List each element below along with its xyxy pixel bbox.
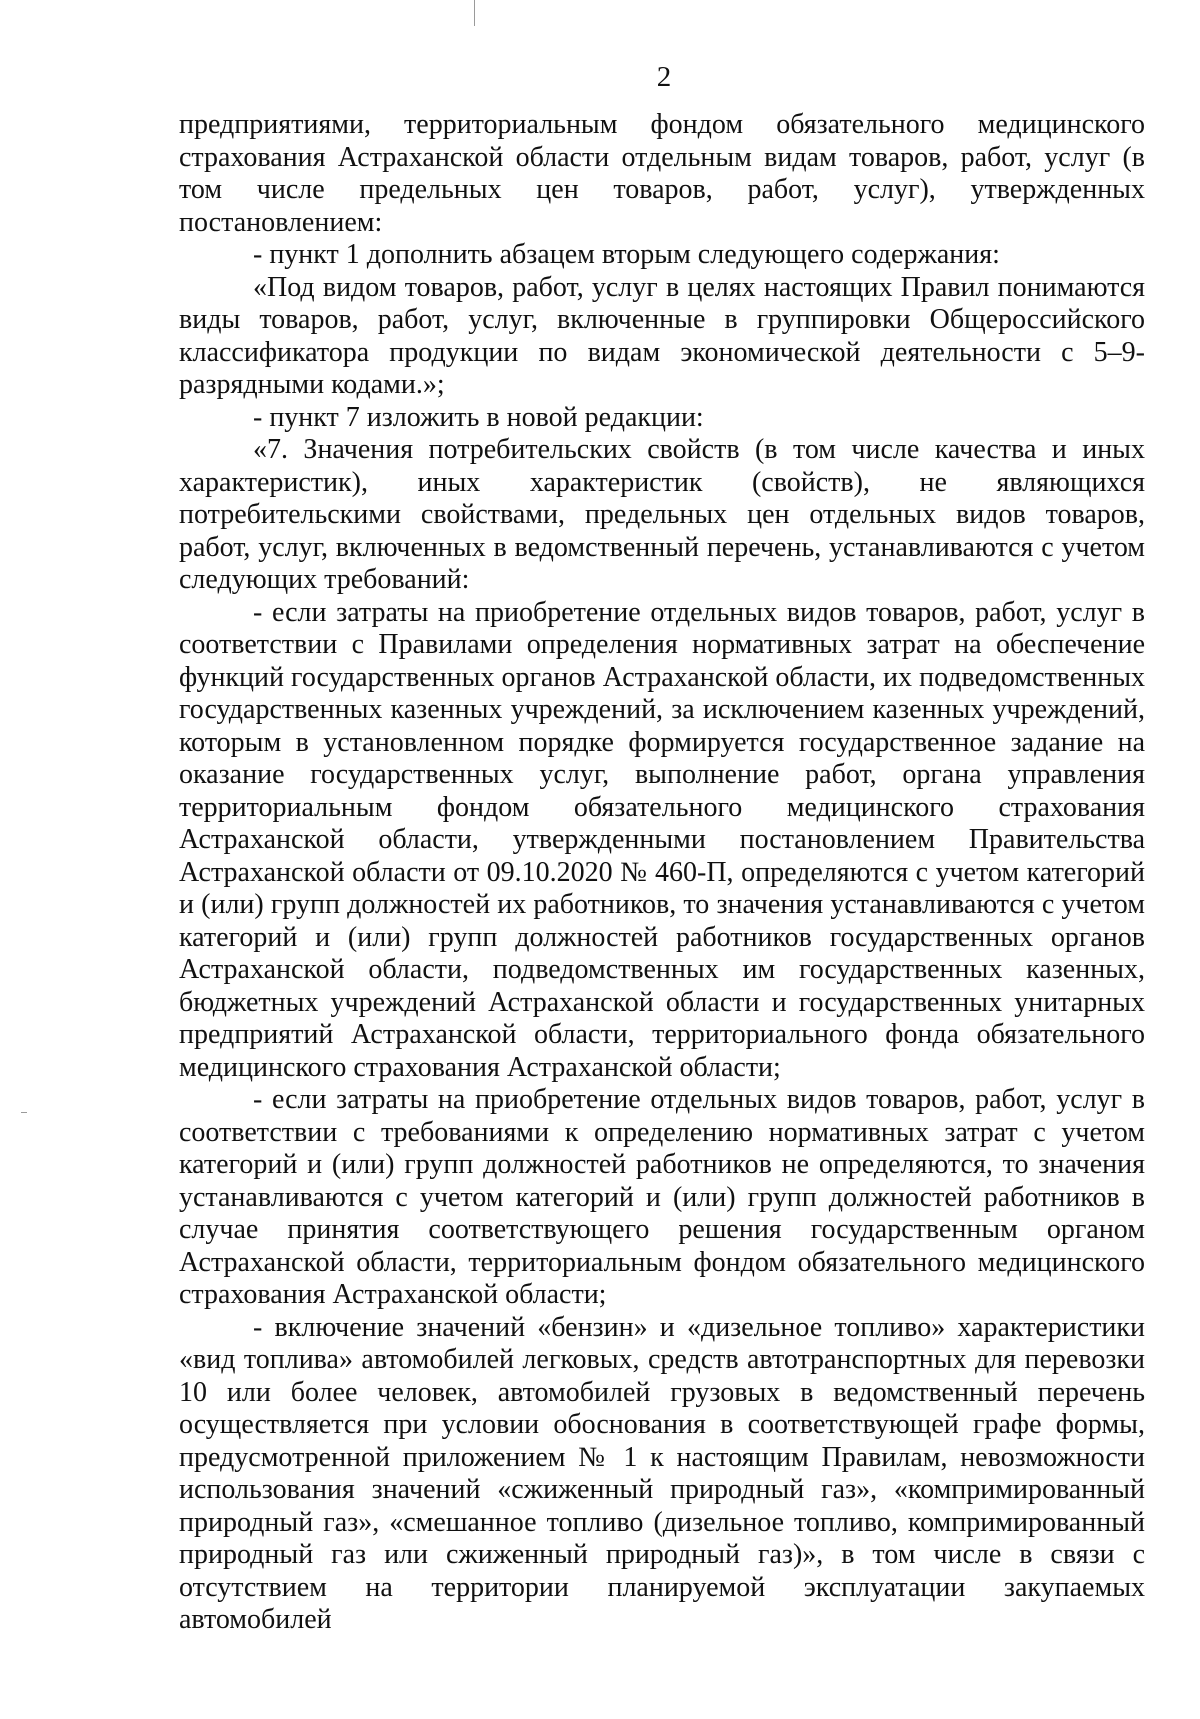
document-body [179,109,1145,1637]
paragraph: - если затраты на приобретение отдельных видов товаров, работ, услуг в соответствии с требованиями к определению нормативных затрат с учетом категорий и (или) групп должностей работников не определяются, то значения устанавливаются с учетом категорий и (или) групп должностей работников в случае принятия соответствующего решения государственным органом Астраханской области, территориальным фондом обязательного медицинского страхования Астраханской области; [179,1084,1145,1310]
paragraph: предприятиями, территориальным фондом обязательного медицинского страхования Астраханской области отдельным видам товаров, работ, услуг (в том числе предельных цен товаров, работ, услуг), утвержденных постановлением: [179,109,1145,238]
paragraph: - включение значений «бензин» и «дизельное топливо» характеристики «вид топлива» автомобилей легковых, средств автотранспортных для перевозки 10 или более человек, автомобилей грузовых в ведомственный перечень осуществляется при условии обоснования в соответствующей графе формы, предусмотренной приложением № 1 к настоящим Правилам, невозможности использования значений «сжиженный природный газ», «компримированный природный газ», «смешанное топливо (дизельное топливо, компримированный природный газ или сжиженный природный газ)», в том числе в связи с отсутствием на территории планируемой эксплуатации закупаемых автомобилей [179,1311,1145,1635]
scan-artifact-left [21,1112,27,1113]
paragraph: «Под видом товаров, работ, услуг в целях настоящих Правил понимаются виды товаров, работ, услуг, включенные в группировки Общероссийского классификатора продукции по видам экономической деятельности с 5–9-разрядными кодами.»; [179,271,1145,400]
page-number: 2 [656,61,672,93]
scan-artifact-top [474,0,475,26]
paragraph: «7. Значения потребительских свойств (в том числе качества и иных характеристик), иных характеристик (свойств), не являющихся потребительскими свойствами, предельных цен отдельных видов товаров, работ, услуг, включенных в ведомственный перечень, устанавливаются с учетом следующих требований: [179,434,1145,595]
paragraph: - если затраты на приобретение отдельных видов товаров, работ, услуг в соответствии с Правилами определения нормативных затрат на обеспечение функций государственных органов Астраханской области, их подведомственных государственных казенных учреждений, за исключением казенных учреждений, которым в установленном порядке формируется государственное задание на оказание государственных услуг, выполнение работ, органа управления территориальным фондом обязательного медицинского страхования Астраханской области, утвержденными постановлением Правительства Астраханской области от 09.10.2020 № 460-П, определяются с учетом категорий и (или) групп должностей их работников, то значения устанавливаются с учетом категорий и (или) групп должностей работников государственных органов Астраханской области, подведомственных им государственных казенных, бюджетных учреждений Астраханской области и государственных унитарных предприятий Астраханской области, территориального фонда обязательного медицинского страхования Астраханской области; [179,596,1145,1083]
paragraph: - пункт 7 изложить в новой редакции: [253,401,704,433]
paragraph: - пункт 1 дополнить абзацем вторым следующего содержания: [253,239,1000,270]
